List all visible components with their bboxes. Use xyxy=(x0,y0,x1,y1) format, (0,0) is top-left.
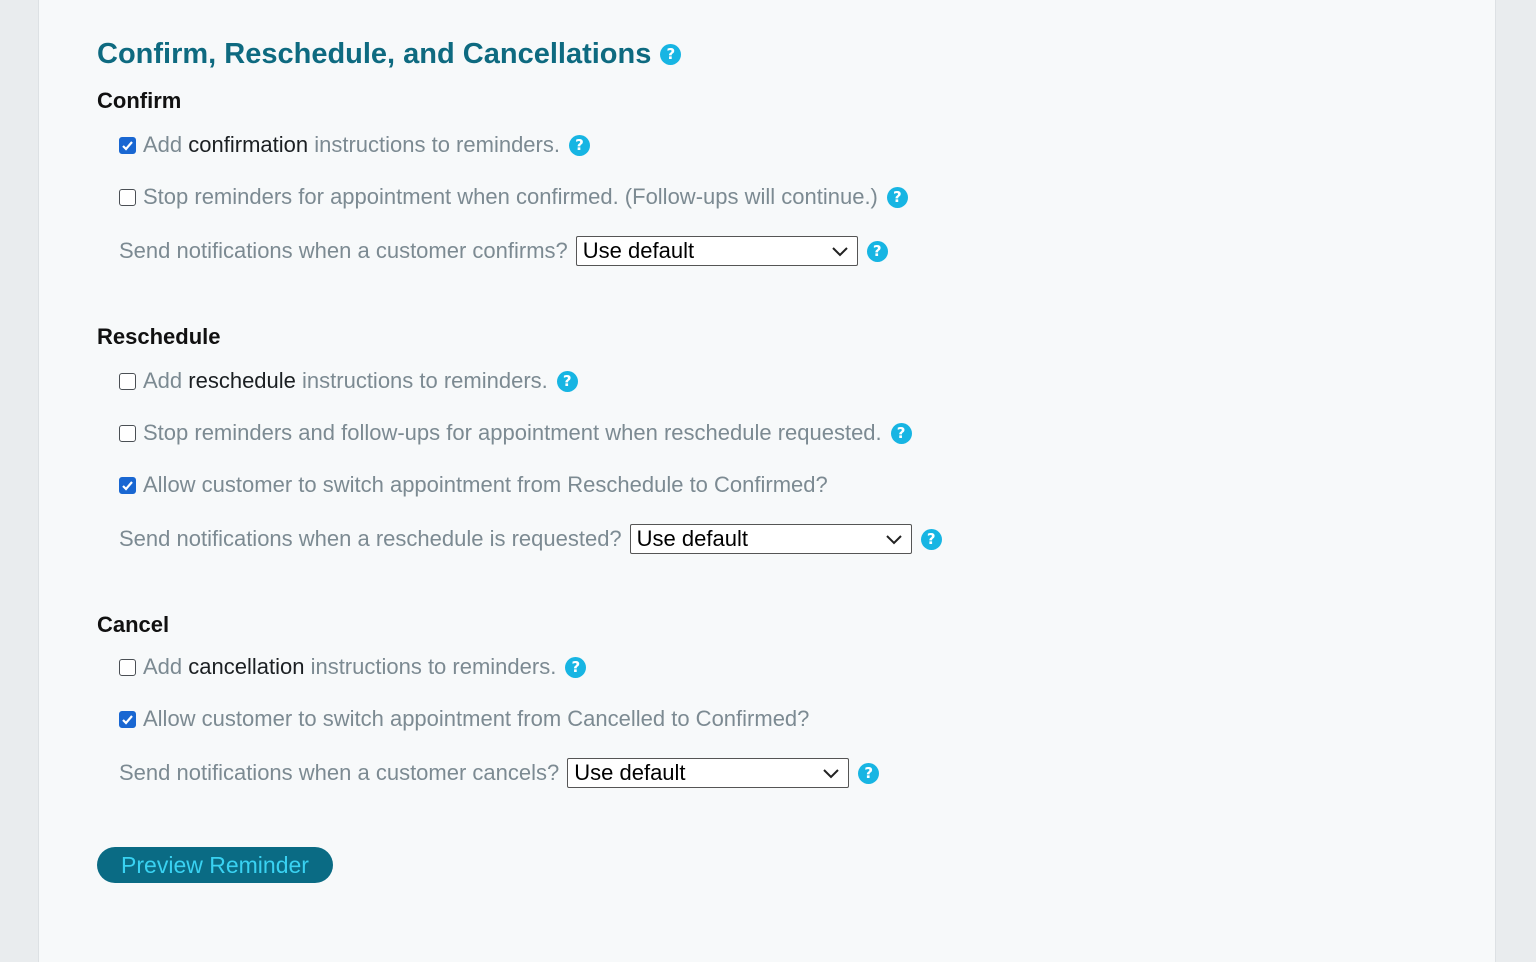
cancel-heading: Cancel xyxy=(97,612,170,637)
confirm-stop-reminders-label: Stop reminders for appointment when confirmed. (Follow-ups will continue.) xyxy=(143,184,878,209)
reschedule-notify-label: Send notifications when a reschedule is requested? xyxy=(119,526,622,551)
cancel-add-instructions-checkbox[interactable] xyxy=(119,659,136,676)
help-icon[interactable]: ? xyxy=(557,371,578,392)
select-value: Use default xyxy=(574,760,686,785)
select-value: Use default xyxy=(636,526,748,551)
cancel-add-instructions-label xyxy=(143,654,556,680)
help-icon[interactable]: ? xyxy=(891,423,912,444)
cancel-notify-label: Send notifications when a customer cancels? xyxy=(119,760,560,785)
help-icon[interactable]: ? xyxy=(569,135,590,156)
confirm-add-instructions-checkbox[interactable] xyxy=(119,137,136,154)
page-title-text: Confirm, Reschedule, and Cancellations xyxy=(97,38,652,70)
cancel-allow-switch-row xyxy=(97,704,1397,734)
cancel-add-instructions-row xyxy=(97,652,1397,682)
reschedule-stop-reminders-label: Stop reminders and follow-ups for appointment when reschedule requested. xyxy=(143,420,882,445)
reschedule-allow-switch-checkbox[interactable] xyxy=(119,477,136,494)
checkmark-icon xyxy=(121,479,134,492)
reschedule-allow-switch-row xyxy=(97,470,1397,500)
cancel-section xyxy=(97,610,1397,788)
confirm-heading: Confirm xyxy=(97,88,182,113)
reschedule-heading: Reschedule xyxy=(97,324,221,349)
label-prefix: Add xyxy=(143,368,189,393)
label-keyword: confirmation xyxy=(188,132,309,157)
reschedule-notify-select[interactable] xyxy=(630,524,912,554)
label-suffix: instructions to reminders. xyxy=(295,368,548,393)
cancel-notify-row xyxy=(97,758,1397,788)
confirm-notify-label: Send notifications when a customer confirms? xyxy=(119,238,568,263)
help-icon[interactable]: ? xyxy=(858,763,879,784)
confirm-notify-row xyxy=(97,236,1397,266)
reschedule-stop-reminders-row xyxy=(97,418,1397,448)
confirm-add-instructions-row xyxy=(97,130,1397,160)
page-title xyxy=(97,34,1397,74)
label-suffix: instructions to reminders. xyxy=(308,132,560,157)
label-keyword: cancellation xyxy=(188,654,305,679)
confirm-stop-reminders-checkbox[interactable] xyxy=(119,189,136,206)
reschedule-add-instructions-row xyxy=(97,366,1397,396)
preview-reminder-button[interactable]: Preview Reminder xyxy=(97,847,333,883)
settings-panel xyxy=(38,0,1496,962)
reschedule-add-instructions-label xyxy=(143,368,548,394)
label-prefix: Add xyxy=(143,654,189,679)
help-icon[interactable]: ? xyxy=(660,44,681,65)
reschedule-stop-reminders-checkbox[interactable] xyxy=(119,425,136,442)
reschedule-add-instructions-checkbox[interactable] xyxy=(119,373,136,390)
cancel-allow-switch-label: Allow customer to switch appointment from Cancelled to Confirmed? xyxy=(143,706,810,731)
chevron-down-icon xyxy=(822,767,840,779)
help-icon[interactable]: ? xyxy=(887,187,908,208)
confirm-add-instructions-label xyxy=(143,132,560,158)
select-value: Use default xyxy=(582,238,695,263)
label-keyword: reschedule xyxy=(188,368,296,393)
chevron-down-icon xyxy=(831,245,849,257)
reschedule-section xyxy=(97,322,1397,554)
help-icon[interactable]: ? xyxy=(565,657,586,678)
confirm-section xyxy=(97,86,1397,266)
reschedule-notify-row xyxy=(97,524,1397,554)
confirm-notify-select[interactable] xyxy=(576,236,858,266)
label-suffix: instructions to reminders. xyxy=(304,654,557,679)
chevron-down-icon xyxy=(885,533,903,545)
settings-content xyxy=(97,34,1397,788)
checkmark-icon xyxy=(121,713,134,726)
reschedule-allow-switch-label: Allow customer to switch appointment from Reschedule to Confirmed? xyxy=(143,472,828,497)
checkmark-icon xyxy=(121,139,134,152)
cancel-notify-select[interactable] xyxy=(567,758,849,788)
label-prefix: Add xyxy=(143,132,189,157)
cancel-allow-switch-checkbox[interactable] xyxy=(119,711,136,728)
help-icon[interactable]: ? xyxy=(867,241,888,262)
confirm-stop-reminders-row xyxy=(97,182,1397,212)
help-icon[interactable]: ? xyxy=(921,529,942,550)
